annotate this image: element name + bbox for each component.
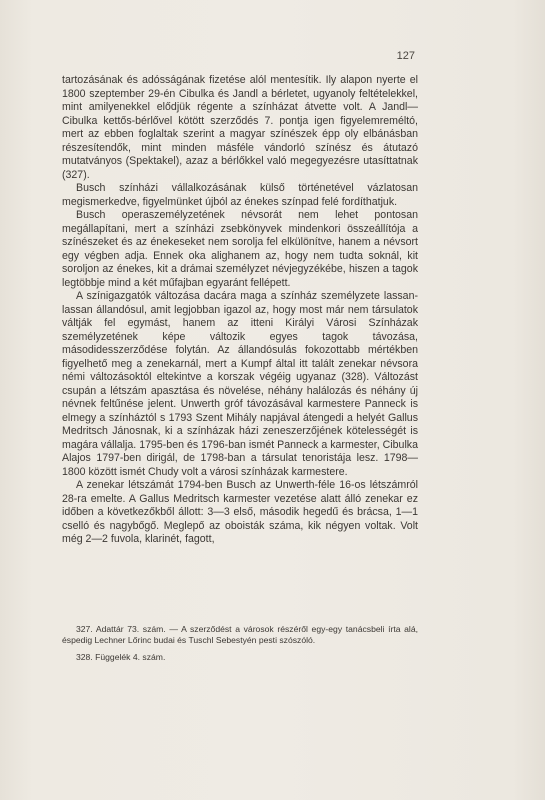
paragraph: Busch operaszemélyzetének névsorát nem lehet pontosan megállapítani, mert a színházi zsebkönyvek mindenkori összeállítója a színészeket és az énekeseket nem sorolja fel elkülönítve, hanem a névsort egy végben adja. Ennek oka alighanem az, hogy nem tudta soknál, kit soroljon az énekes, kit a drámai személyzet névjegyzékébe, hiszen a tagok legtöbbje mind a két műfajban egyaránt fellépett.: [62, 209, 418, 289]
page-number: 127: [396, 50, 415, 62]
footnote-327: 327. Adattár 73. szám. — A szerződést a városok részéről egy-egy tanácsbeli írta alá, éspedig Lechner Lőrinc budai és Tuschl Sebestyén pesti szószóló.: [62, 624, 418, 645]
paragraph: A színigazgatók változása dacára maga a színház személyzete lassan-lassan állandósul, amit legjobban igazol az, hogy most már nem társulatok váltják fel egymást, hanem az itteni Királyi Városi Színházak személyzetének képe változik egyes tagok távozása, másodidesszerződése folytán. Az állandósulás fokozottabb mértékben figyelhető meg a zenekarnál, mert a Kumpf által itt talált zenekar névsora némi változásoktól eltekintve a korszak végéig ugyanaz (328). Változást csupán a létszám apasztása és növelése, néhány halálozás és néhány új névnek feltűnése jelent. Unwerth gróf távozásával karmestere Panneck is elmegy a színháztól s 1793 Szent Mihály napjával átengedi a helyét Gallus Medritsch Jánosnak, ki a színházak házi zeneszerzőjének kötelességét is magára vállalja. 1795-ben és 1796-ban ismét Panneck a karmester, Cibulka Alajos 1797-ben dirigál, de 1798-ban a társulat tenoristája lesz. 1798—1800 között ismét Chudy volt a városi színházak karmestere.: [62, 290, 418, 478]
paragraph: Busch színházi vállalkozásának külső történetével vázlatosan megismerkedve, figyelmünket újból az énekes színpad felé fordíthatjuk.: [62, 182, 418, 208]
footnotes: [62, 624, 418, 663]
paragraph-continuation: tartozásának és adósságának fizetése alól mentesítik. Ily alapon nyerte el 1800 szeptember 29-én Cibulka és Jandl a bérletet, ugyanoly feltételekkel, mint amilyenekkel elődjük régente a színházat átvette volt. A Jandl—Cibulka kettős-bérlővel kötött szerződés 7. pontja igen figyelemreméltó, mert az ebben foglaltak szerint a magyar színészek épp oly elbánásban részesítendők, mint minden másféle vándorló színész és átutazó mutatványos (Spektakel), azaz a bérlőkkel való megegyezésre utasíttatnak (327).: [62, 74, 418, 181]
body-text: [62, 74, 418, 547]
footnote-328: 328. Függelék 4. szám.: [76, 652, 166, 662]
paragraph: A zenekar létszámát 1794-ben Busch az Unwerth-féle 16-os létszámról 28-ra emelte. A Gallus Medritsch karmester vezetése alatt álló zenekar ez időben a következőkből állott: 3—3 első, második hegedű és brácsa, 1—1 cselló és nagybőgő. Meglepő az oboisták száma, kik négyen voltak. Volt még 2—2 fuvola, klarinét, fagott,: [62, 479, 418, 545]
